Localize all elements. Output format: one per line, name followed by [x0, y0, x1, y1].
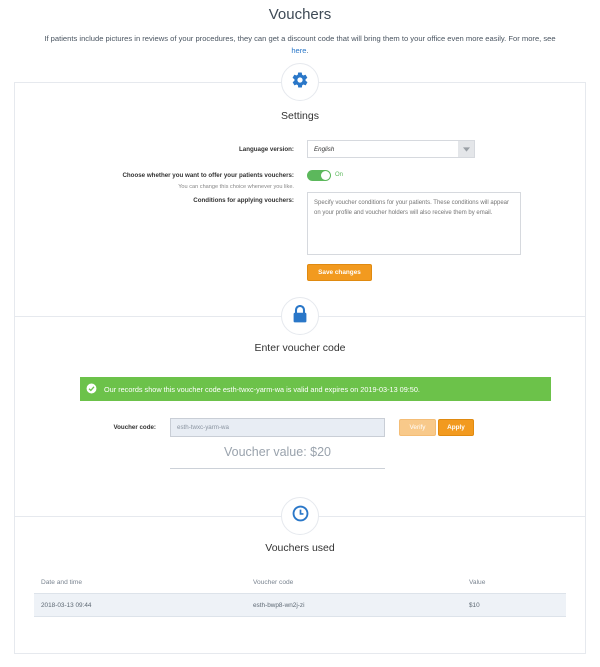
intro-text: [36, 33, 564, 57]
column-header-date: Date and time: [41, 578, 83, 586]
conditions-label: Conditions for applying vouchers:: [193, 197, 294, 204]
check-circle-icon: [86, 383, 97, 396]
table-row: [34, 593, 566, 617]
vouchers-used-heading: Vouchers used: [265, 542, 335, 554]
vouchers-table-header: [34, 572, 566, 592]
lock-icon-circle: [281, 297, 319, 335]
alert-text: Our records show this voucher code esth-twxc-yarm-wa is valid and expires on 2019-03-13 09:50.: [104, 384, 420, 394]
lock-icon: [292, 305, 308, 328]
column-header-value: Value: [469, 578, 486, 586]
voucher-code-input[interactable]: esth-twxc-yarm-wa: [170, 418, 385, 437]
column-header-code: Voucher code: [253, 578, 294, 586]
row-code: esth-bwp8-wn2j-zi: [253, 601, 305, 609]
language-label: Language version:: [238, 146, 294, 153]
offer-vouchers-label: Choose whether you want to offer your patients vouchers:: [122, 172, 294, 179]
row-value: $10: [469, 601, 480, 609]
voucher-valid-alert: [80, 377, 551, 401]
voucher-entry-heading: Enter voucher code: [254, 342, 346, 354]
voucher-value: Voucher value: $20: [223, 445, 332, 459]
chevron-down-icon: [458, 141, 474, 157]
gear-icon: [291, 71, 309, 94]
clock-icon: [292, 505, 309, 527]
page-title: Vouchers: [268, 6, 332, 23]
offer-vouchers-hint: You can change this choice whenever you like.: [178, 184, 294, 190]
offer-vouchers-toggle[interactable]: [307, 170, 331, 181]
language-value: English: [314, 146, 335, 153]
conditions-textarea[interactable]: [307, 192, 521, 255]
settings-heading: Settings: [281, 110, 319, 122]
settings-icon-circle: [281, 63, 319, 101]
intro-body: If patients include pictures in reviews of your procedures, they can get a discount code that will bring them to your office even more easily. For more, see: [44, 34, 556, 43]
intro-link[interactable]: here: [291, 46, 307, 55]
toggle-knob: [321, 171, 330, 180]
toggle-state-label: On: [335, 172, 344, 178]
clock-icon-circle: [281, 497, 319, 535]
verify-button[interactable]: Verify: [399, 419, 436, 436]
voucher-code-label: Voucher code:: [113, 424, 156, 431]
save-changes-button[interactable]: Save changes: [307, 264, 372, 281]
vouchers-panel: [14, 82, 586, 654]
intro-end: .: [306, 46, 309, 55]
apply-button[interactable]: Apply: [438, 419, 474, 436]
row-date: 2018-03-13 09:44: [41, 601, 92, 609]
language-select[interactable]: [307, 140, 475, 158]
voucher-value-underline: [170, 468, 385, 469]
